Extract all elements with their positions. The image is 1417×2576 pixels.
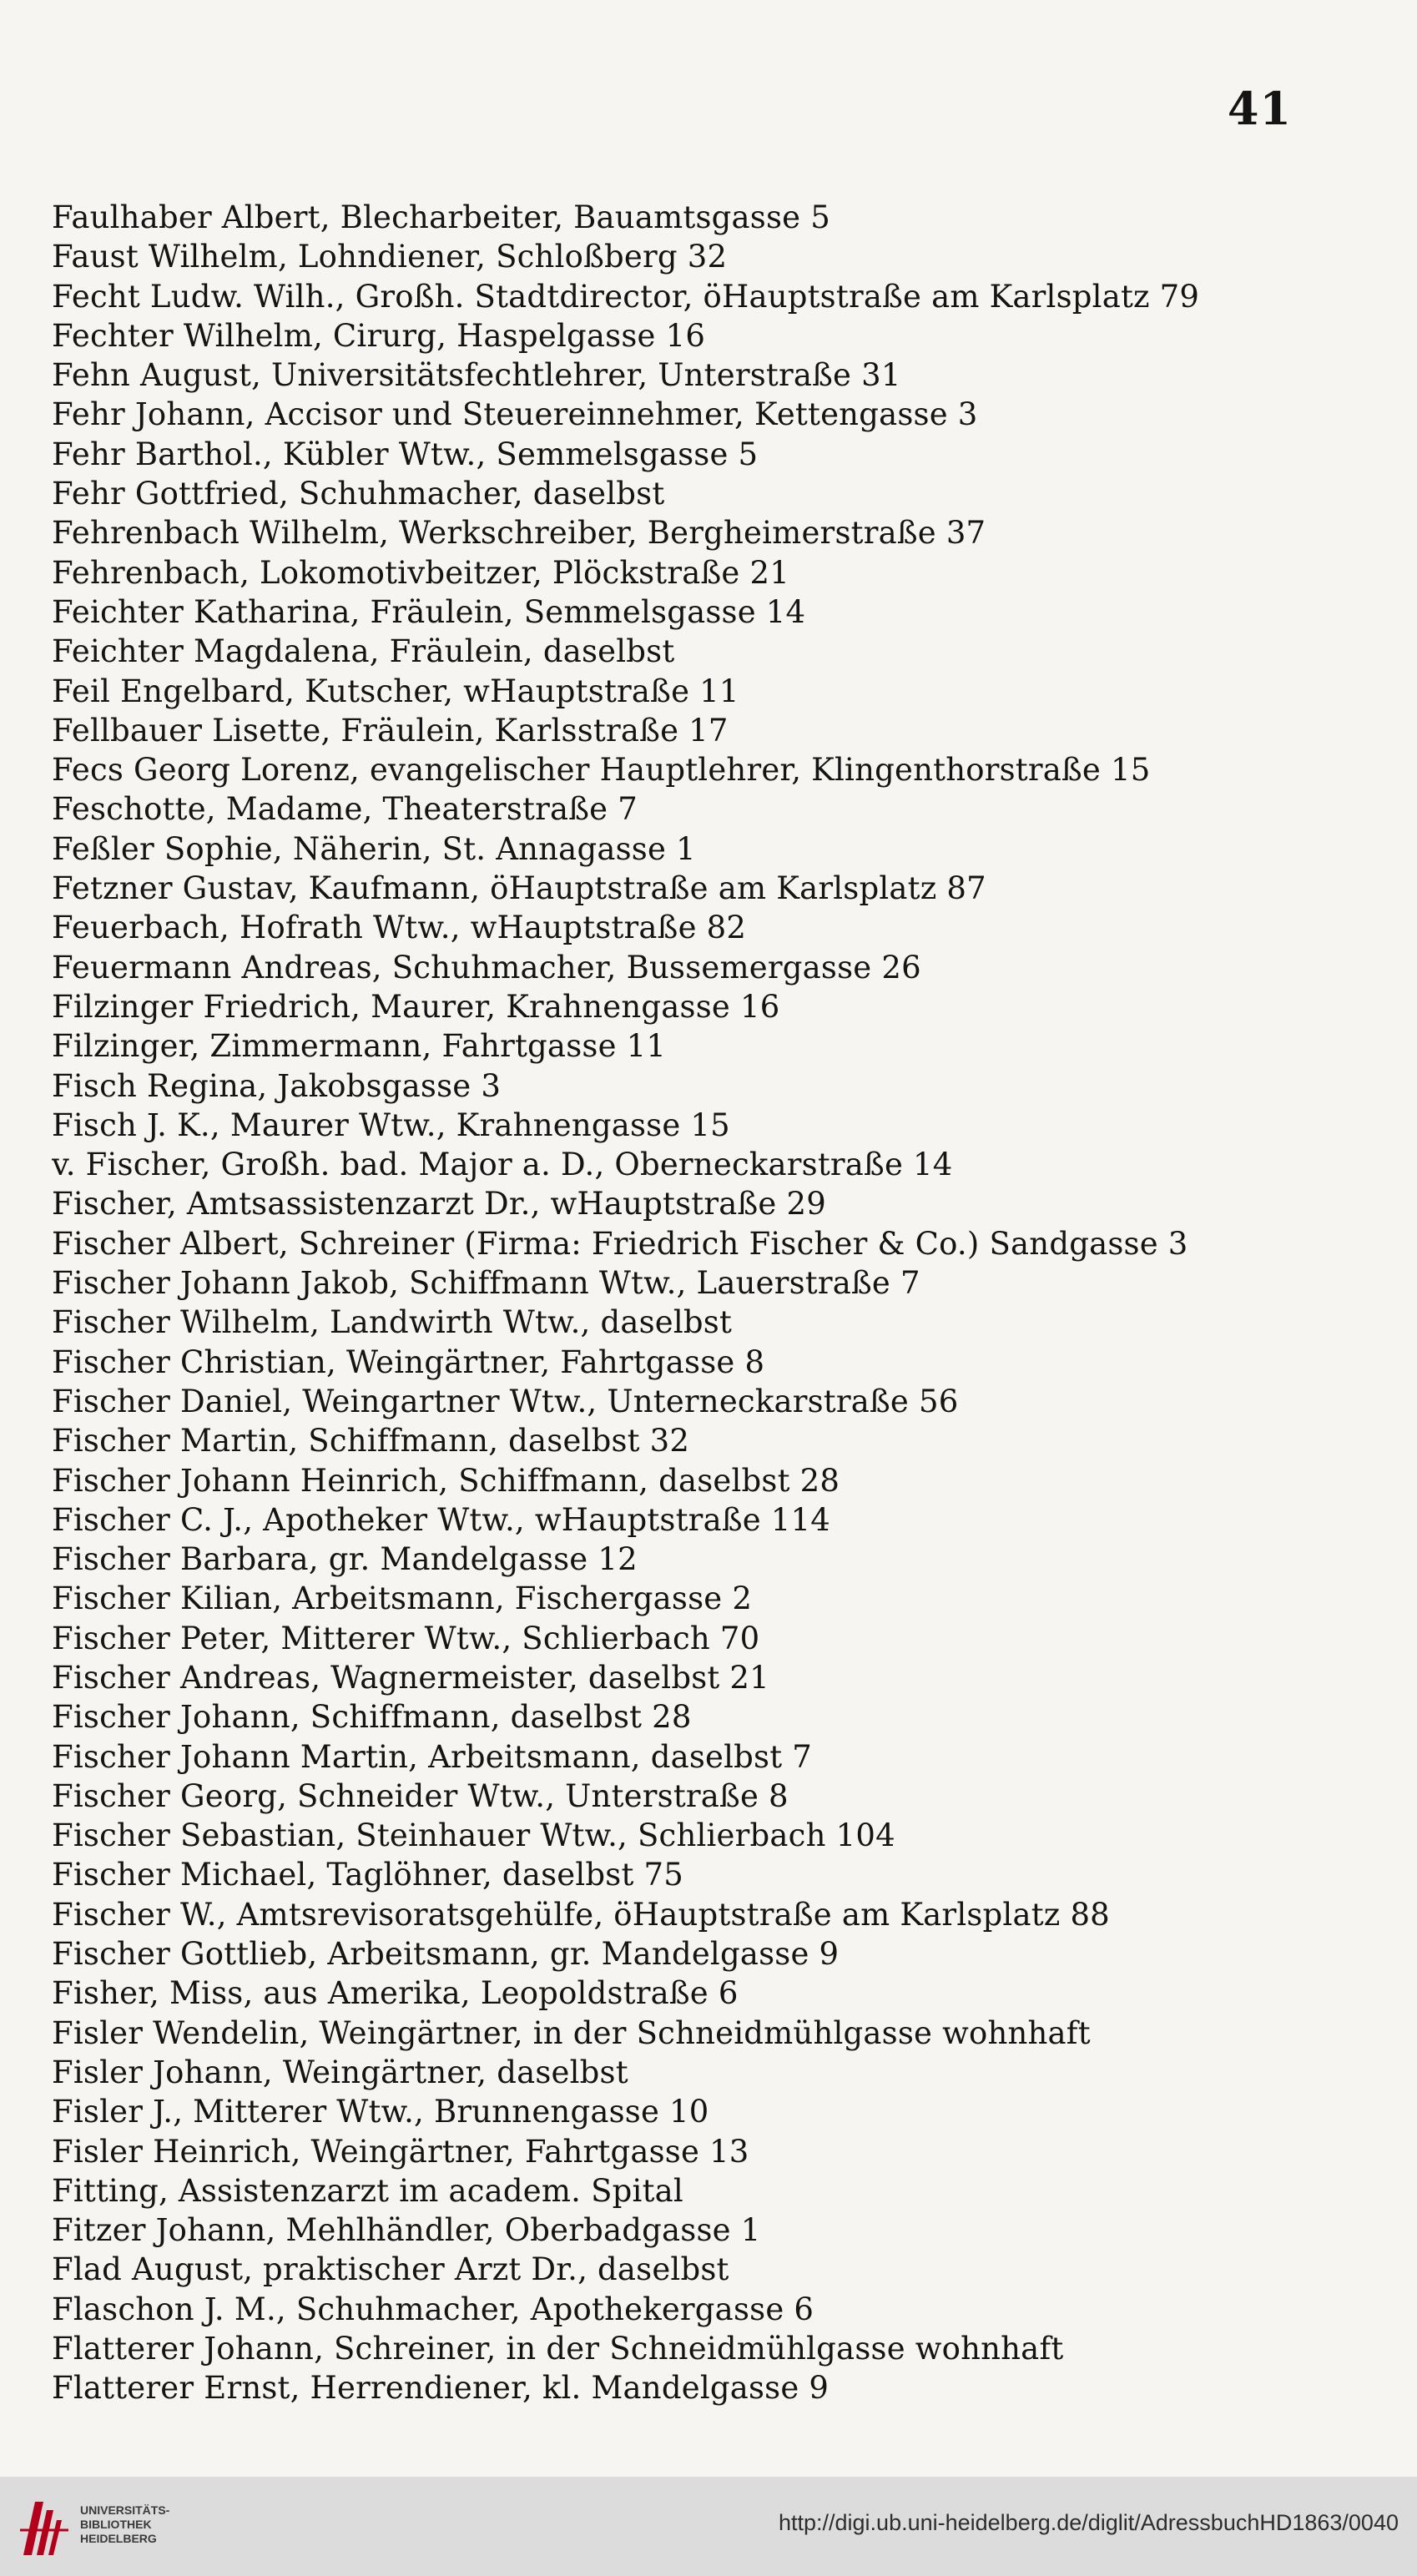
address-entry: Fischer W., Amtsrevisoratsgehülfe, öHauptstraße am Karlsplatz 88 — [52, 1896, 1110, 1933]
address-entry: Fischer Georg, Schneider Wtw., Unterstraße 8 — [52, 1777, 789, 1814]
address-entry: Fischer Daniel, Weingartner Wtw., Unterneckarstraße 56 — [52, 1383, 959, 1419]
address-entry: v. Fischer, Großh. bad. Major a. D., Oberneckarstraße 14 — [52, 1147, 953, 1183]
address-entry: Fischer Johann Martin, Arbeitsmann, daselbst 7 — [52, 1738, 813, 1775]
address-entry: Fischer Kilian, Arbeitsmann, Fischergasse 2 — [52, 1580, 753, 1617]
address-entry: Fecht Ludw. Wilh., Großh. Stadtdirector, öHauptstraße am Karlsplatz 79 — [52, 278, 1200, 315]
address-entry: Flad August, praktischer Arzt Dr., daselbst — [52, 2251, 729, 2288]
address-entry: Fisher, Miss, aus Amerika, Leopoldstraße 6 — [52, 1975, 739, 2012]
address-entry: Fischer, Amtsassistenzarzt Dr., wHauptstraße 29 — [52, 1186, 826, 1222]
university-library-logo-icon — [18, 2497, 72, 2557]
address-entry: Flatterer Johann, Schreiner, in der Schneidmühlgasse wohnhaft — [52, 2331, 1064, 2367]
address-entry: Faulhaber Albert, Blecharbeiter, Bauamtsgasse 5 — [52, 199, 830, 235]
address-entry: Fischer Wilhelm, Landwirth Wtw., daselbst — [52, 1304, 733, 1341]
address-entry: Fischer Andreas, Wagnermeister, daselbst 21 — [52, 1659, 769, 1696]
address-entry: Fehn August, Universitätsfechtlehrer, Unterstraße 31 — [52, 357, 901, 394]
library-name-line2: BIBLIOTHEK — [80, 2518, 152, 2531]
address-entry: Fellbauer Lisette, Fräulein, Karlsstraße 17 — [52, 712, 729, 749]
address-entry: Fitzer Johann, Mehlhändler, Oberbadgasse 1 — [52, 2212, 761, 2249]
address-entry: Flatterer Ernst, Herrendiener, kl. Mandelgasse 9 — [52, 2370, 830, 2407]
address-entry: Fischer Johann Heinrich, Schiffmann, daselbst 28 — [52, 1462, 840, 1499]
address-entry: Fisler Wendelin, Weingärtner, in der Schneidmühlgasse wohnhaft — [52, 2014, 1091, 2051]
address-entry: Fetzner Gustav, Kaufmann, öHauptstraße am Karlsplatz 87 — [52, 870, 986, 907]
source-url-link[interactable]: http://digi.ub.uni-heidelberg.de/diglit/AdressbuchHD1863/0040 — [778, 2510, 1399, 2535]
address-entry: Fecs Georg Lorenz, evangelischer Hauptlehrer, Klingenthorstraße 15 — [52, 752, 1151, 789]
library-name-line1: UNIVERSITÄTS- — [80, 2503, 170, 2517]
address-entry: Fehrenbach Wilhelm, Werkschreiber, Bergheimerstraße 37 — [52, 515, 986, 552]
address-entry: Faust Wilhelm, Lohndiener, Schloßberg 32 — [52, 239, 728, 275]
address-entry: Fischer Gottlieb, Arbeitsmann, gr. Mandelgasse 9 — [52, 1936, 840, 1973]
address-entry: Fisch J. K., Maurer Wtw., Krahnengasse 15 — [52, 1107, 730, 1143]
address-entry: Feßler Sophie, Näherin, St. Annagasse 1 — [52, 830, 696, 867]
address-entry: Fischer Peter, Mitterer Wtw., Schlierbach 70 — [52, 1620, 760, 1656]
address-entry: Filzinger Friedrich, Maurer, Krahnengasse 16 — [52, 988, 780, 1025]
address-entry: Fehr Gottfried, Schuhmacher, daselbst — [52, 476, 665, 512]
address-entry: Fischer Christian, Weingärtner, Fahrtgasse 8 — [52, 1343, 765, 1380]
address-entry: Filzinger, Zimmermann, Fahrtgasse 11 — [52, 1028, 667, 1065]
page-number: 41 — [1227, 82, 1292, 135]
address-entry: Fischer Johann, Schiffmann, daselbst 28 — [52, 1699, 692, 1736]
address-entry: Fisler Johann, Weingärtner, daselbst — [52, 2054, 628, 2090]
address-entry: Fitting, Assistenzarzt im academ. Spital — [52, 2172, 683, 2209]
address-entry: Fischer Martin, Schiffmann, daselbst 32 — [52, 1423, 690, 1459]
address-list — [52, 198, 1379, 2408]
address-entry: Feichter Katharina, Fräulein, Semmelsgasse 14 — [52, 593, 806, 630]
address-entry: Feuerbach, Hofrath Wtw., wHauptstraße 82 — [52, 910, 747, 946]
address-entry: Fischer Albert, Schreiner (Firma: Friedrich Fischer & Co.) Sandgasse 3 — [52, 1225, 1188, 1262]
address-entry: Fisch Regina, Jakobsgasse 3 — [52, 1067, 502, 1104]
address-entry: Fechter Wilhelm, Cirurg, Haspelgasse 16 — [52, 317, 706, 354]
library-name-line3: HEIDELBERG — [80, 2532, 157, 2545]
address-entry: Feuermann Andreas, Schuhmacher, Bussemergasse 26 — [52, 949, 921, 986]
address-entry: Fischer Barbara, gr. Mandelgasse 12 — [52, 1541, 638, 1578]
address-entry: Fischer Michael, Taglöhner, daselbst 75 — [52, 1857, 683, 1893]
address-entry: Feschotte, Madame, Theaterstraße 7 — [52, 791, 638, 828]
address-entry: Fisler Heinrich, Weingärtner, Fahrtgasse 13 — [52, 2133, 749, 2170]
address-entry: Fisler J., Mitterer Wtw., Brunnengasse 10 — [52, 2094, 709, 2130]
footer-bar — [0, 2477, 1417, 2576]
address-entry: Fehr Johann, Accisor und Steuereinnehmer, Kettengasse 3 — [52, 396, 978, 433]
address-entry: Fehrenbach, Lokomotivbeitzer, Plöckstraße 21 — [52, 554, 789, 591]
address-entry: Fischer Johann Jakob, Schiffmann Wtw., Lauerstraße 7 — [52, 1265, 920, 1302]
address-entry: Fischer Sebastian, Steinhauer Wtw., Schlierbach 104 — [52, 1817, 895, 1854]
library-name — [80, 2503, 169, 2546]
address-entry: Flaschon J. M., Schuhmacher, Apothekergasse 6 — [52, 2291, 814, 2327]
address-entry: Feil Engelbard, Kutscher, wHauptstraße 11 — [52, 673, 739, 709]
address-entry: Feichter Magdalena, Fräulein, daselbst — [52, 633, 675, 670]
address-entry: Fehr Barthol., Kübler Wtw., Semmelsgasse 5 — [52, 436, 759, 472]
address-entry: Fischer C. J., Apotheker Wtw., wHauptstraße 114 — [52, 1501, 831, 1538]
